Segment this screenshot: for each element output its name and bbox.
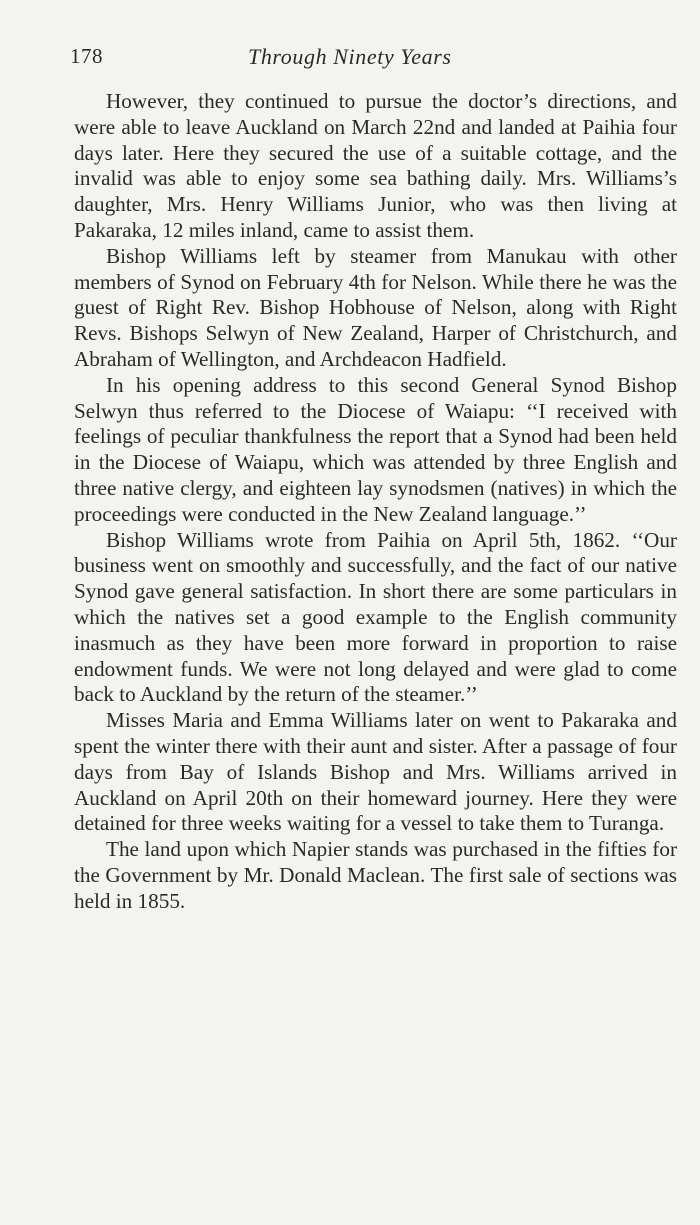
page-number: 178: [70, 44, 103, 68]
paragraph: In his opening address to this second General Synod Bishop Selwyn thus referred to the Diocese of Waiapu: ‘‘I received with feelings of peculiar thankfulness the report that a Synod had been held in the Diocese of Waiapu, which was attended by three English and three native clergy, and eighteen lay synodsmen (natives) in which the proceedings were conducted in the New Zealand language.’’: [74, 372, 677, 526]
paragraph: Bishop Williams left by steamer from Manukau with other members of Synod on February 4th for Nelson. While there he was the guest of Right Rev. Bishop Hobhouse of Nelson, along with Right Revs. Bishops Selwyn of New Zealand, Harper of Christchurch, and Abraham of Wellington, and Archdeacon Hadfield.: [74, 243, 677, 371]
paragraph: However, they continued to pursue the doctor’s directions, and were able to leave Auckland on March 22nd and landed at Paihia four days later. Here they secured the use of a suitable cottage, and the invalid was able to enjoy some sea bathing daily. Mrs. Williams’s daughter, Mrs. Henry Williams Junior, who was then living at Pakaraka, 12 miles inland, came to assist them.: [74, 89, 677, 242]
body-text: [74, 89, 677, 915]
page-header: [70, 44, 650, 74]
paragraph: Bishop Williams wrote from Paihia on April 5th, 1862. ‘‘Our business went on smoothly and successfully, and the fact of our native Synod gave general satisfaction. In short there are some particulars in which the natives set a good example to the English community inasmuch as they have been more forward in proportion to raise endowment funds. We were not long delayed and were glad to come back to Auckland by the return of the steamer.’’: [74, 527, 677, 707]
running-title: Through Ninety Years: [248, 44, 452, 69]
paragraph: Misses Maria and Emma Williams later on went to Pakaraka and spent the winter there with their aunt and sister. After a passage of four days from Bay of Islands Bishop and Mrs. Williams arrived in Auckland on April 20th on their homeward journey. Here they were detained for three weeks waiting for a vessel to take them to Turanga.: [74, 708, 677, 836]
paragraph: The land upon which Napier stands was purchased in the fifties for the Government by Mr. Donald Maclean. The first sale of sections was held in 1855.: [74, 837, 677, 913]
